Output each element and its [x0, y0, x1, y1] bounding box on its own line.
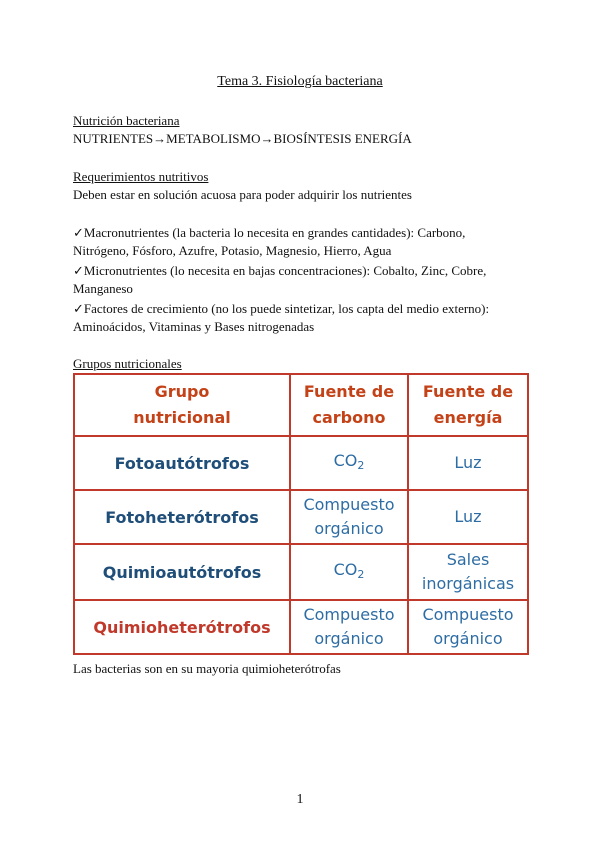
header-carbono-line2: carbono — [312, 408, 386, 427]
energy-source-line1: Sales — [446, 550, 490, 569]
carbon-source-line2: orgánico — [314, 519, 384, 538]
header-energia-line2: energía — [433, 408, 503, 427]
carbon-source-text: CO — [333, 559, 358, 579]
carbon-source-cell — [290, 490, 408, 544]
header-fuente-carbono — [290, 374, 408, 436]
table-row — [74, 436, 528, 490]
group-name-quimioautotrofos: Quimioautótrofos — [74, 544, 290, 600]
energy-source-cell: Luz — [408, 436, 528, 490]
header-energia-line1: Fuente de — [422, 382, 514, 401]
bullet-factores-line1: ✓Factores de crecimiento (no los puede sintetizar, los capta del medio externo): — [73, 301, 490, 316]
header-grupo-line1: Grupo — [154, 382, 210, 401]
requirements-text: Deben estar en solución acuosa para poder adquirir los nutrientes — [73, 187, 412, 202]
table-header-row — [74, 374, 528, 436]
bullet-micronutrientes-line1: ✓Micronutrientes (lo necesita en bajas concentraciones): Cobalto, Zinc, Cobre, — [73, 263, 487, 278]
energy-source-cell — [408, 600, 528, 654]
page-number: 1 — [296, 792, 304, 807]
bullet-micronutrientes-line2: Manganeso — [73, 281, 133, 296]
energy-source-cell: Luz — [408, 490, 528, 544]
bullet-macronutrientes-line2: Nitrógeno, Fósforo, Azufre, Potasio, Magnesio, Hierro, Agua — [73, 243, 392, 258]
carbon-source-cell — [290, 600, 408, 654]
header-carbono-line1: Fuente de — [303, 382, 395, 401]
table-row — [74, 490, 528, 544]
carbon-source-cell — [290, 436, 408, 490]
bullet-macronutrientes-line1: ✓Macronutrientes (la bacteria lo necesita en grandes cantidades): Carbono, — [73, 225, 466, 240]
nutrient-flow-text: NUTRIENTES→METABOLISMO→BIOSÍNTESIS ENERGÍA — [73, 131, 412, 146]
section-heading-nutricion: Nutrición bacteriana — [73, 113, 180, 128]
group-name-fotoheterotrofos: Fotoheterótrofos — [74, 490, 290, 544]
nutritional-groups-table — [73, 373, 529, 655]
group-name-fotoautotrofos: Fotoautótrofos — [74, 436, 290, 490]
groups-note: Las bacterias son en su mayoria quimioheterótrofas — [73, 661, 341, 676]
table-row — [74, 544, 528, 600]
carbon-source-cell — [290, 544, 408, 600]
energy-source-line2: inorgánicas — [421, 574, 515, 593]
section-heading-grupos: Grupos nutricionales — [73, 356, 182, 371]
header-fuente-energia — [408, 374, 528, 436]
header-grupo-nutricional — [74, 374, 290, 436]
group-name-quimioheterotrofos: Quimioheterótrofos — [74, 600, 290, 654]
header-grupo-line2: nutricional — [133, 408, 231, 427]
section-heading-requerimientos: Requerimientos nutritivos — [73, 169, 209, 184]
carbon-source-line1: Compuesto — [303, 495, 395, 514]
carbon-source-text: CO — [333, 450, 358, 470]
document-title: Tema 3. Fisiología bacteriana — [217, 74, 383, 89]
energy-source-line1: Compuesto — [422, 605, 514, 624]
carbon-source-line2: orgánico — [314, 629, 384, 648]
carbon-source-subscript: 2 — [357, 567, 365, 581]
carbon-source-subscript: 2 — [357, 458, 365, 472]
carbon-source-line1: Compuesto — [303, 605, 395, 624]
bullet-factores-line2: Aminoácidos, Vitaminas y Bases nitrogenadas — [73, 319, 315, 334]
energy-source-cell — [408, 544, 528, 600]
energy-source-line2: orgánico — [433, 629, 503, 648]
table-row — [74, 600, 528, 654]
